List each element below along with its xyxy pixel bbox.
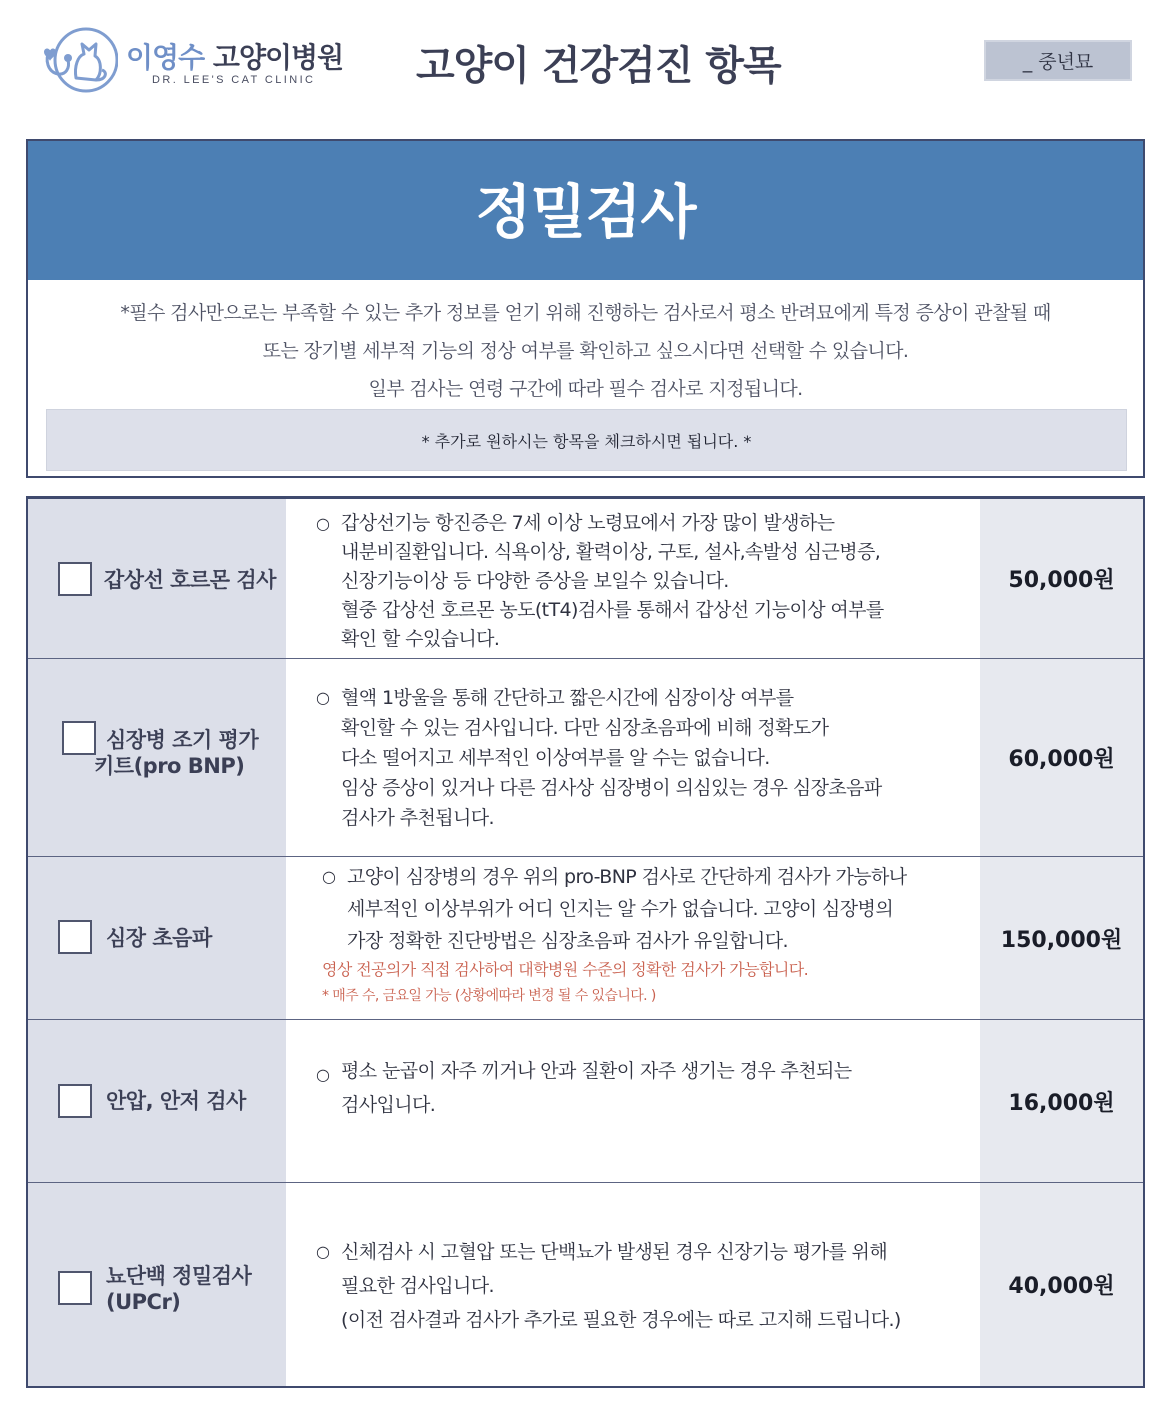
test-description: ○ 갑상선기능 항진증은 7세 이상 노령묘에서 가장 많이 발생하는 내분비질환입니다. 식욕이상, 활력이상, 구토, 설사,속발성 심근병증, 신장기능이상 등 다양한 증상을 보일수 있습니다. 혈중 갑상선 호르몬 농도(tT4)검사를 통해서 갑상선 기능이상 여부를 확인 할 수있습니다. bbox=[320, 509, 884, 654]
test-price: 150,000원 bbox=[980, 857, 1143, 1019]
clinic-subtitle: DR. LEE'S CAT CLINIC bbox=[152, 74, 316, 86]
section-header bbox=[28, 141, 1143, 280]
test-items-table bbox=[26, 496, 1145, 1388]
bullet-icon: ○ bbox=[316, 1242, 330, 1261]
cat-stethoscope-icon bbox=[40, 26, 118, 94]
test-row-probnp bbox=[28, 659, 1143, 857]
upcr-checkbox[interactable] bbox=[58, 1271, 92, 1305]
intro-section bbox=[26, 139, 1145, 478]
test-name: 심장병 조기 평가 키트(pro BNP) bbox=[94, 728, 259, 778]
age-group-badge: _ 중년묘 bbox=[984, 40, 1132, 81]
test-name-cell bbox=[28, 499, 286, 658]
bullet-icon: ○ bbox=[316, 1065, 330, 1084]
test-row-thyroid bbox=[28, 499, 1143, 659]
clinic-logo bbox=[40, 26, 344, 96]
test-name: 갑상선 호르몬 검사 bbox=[104, 568, 276, 592]
test-description-cell bbox=[286, 659, 980, 856]
test-row-echocardiography bbox=[28, 857, 1143, 1020]
intro-description bbox=[28, 280, 1143, 408]
intro-line: 또는 장기별 세부적 기능의 정상 여부를 확인하고 싶으시다면 선택할 수 있습니다. bbox=[262, 340, 909, 362]
probnp-checkbox[interactable] bbox=[62, 721, 96, 755]
test-description: ○ 고양이 심장병의 경우 위의 pro-BNP 검사로 간단하게 검사가 가능하나 세부적인 이상부위가 어디 인지는 알 수가 없습니다. 고양이 심장병의 가장 정확한 진단방법은 심장초음파 검사가 유일합니다. 영상 전공의가 직접 검사하여 대학병원 수준의 정확한 검사가 가능합니다. * 매주 수, 금요일 가능 (상황에따라 변경 될 수 있습니다. ) bbox=[326, 861, 906, 1009]
test-name-cell bbox=[28, 659, 286, 856]
test-description: ○ 신체검사 시 고혈압 또는 단백뇨가 발생된 경우 신장기능 평가를 위해 필요한 검사입니다. (이전 검사결과 검사가 추가로 필요한 경우에는 따로 고지해 드립니다.) bbox=[320, 1235, 901, 1337]
page-title: 고양이 건강검진 항목 bbox=[416, 43, 781, 89]
test-name-cell bbox=[28, 857, 286, 1019]
thyroid-checkbox[interactable] bbox=[58, 562, 92, 596]
test-description-cell bbox=[286, 1020, 980, 1182]
schedule-note: * 매주 수, 금요일 가능 (상황에따라 변경 될 수 있습니다. ) bbox=[322, 988, 656, 1004]
test-row-upcr bbox=[28, 1183, 1143, 1386]
test-name-cell bbox=[28, 1020, 286, 1182]
test-description: ○ 혈액 1방울을 통해 간단하고 짧은시간에 심장이상 여부를 확인할 수 있는 검사입니다. 다만 심장초음파에 비해 정확도가 다소 떨어지고 세부적인 이상여부를 알 수는 없습니다. 임상 증상이 있거나 다른 검사상 심장병이 의심있는 경우 심장초음파 검사가 추천됩니다. bbox=[320, 683, 882, 833]
echocardiography-checkbox[interactable] bbox=[58, 920, 92, 954]
test-price: 50,000원 bbox=[980, 499, 1143, 658]
test-price: 16,000원 bbox=[980, 1020, 1143, 1182]
test-name-cell bbox=[28, 1183, 286, 1386]
test-row-eye-pressure bbox=[28, 1020, 1143, 1183]
bullet-icon: ○ bbox=[322, 867, 336, 886]
test-name: 뇨단백 정밀검사 (UPCr) bbox=[106, 1264, 252, 1314]
section-title: 정밀검사 bbox=[475, 177, 696, 246]
bullet-icon: ○ bbox=[316, 514, 330, 533]
bullet-icon: ○ bbox=[316, 688, 330, 707]
test-price: 40,000원 bbox=[980, 1183, 1143, 1386]
specialist-note: 영상 전공의가 직접 검사하여 대학병원 수준의 정확한 검사가 가능합니다. bbox=[322, 960, 809, 979]
test-description-cell bbox=[286, 499, 980, 658]
test-name: 심장 초음파 bbox=[106, 926, 212, 950]
test-description-cell bbox=[286, 857, 980, 1019]
test-price: 60,000원 bbox=[980, 659, 1143, 856]
check-instruction-note: * 추가로 원하시는 항목을 체크하시면 됩니다. * bbox=[46, 409, 1127, 471]
intro-line: *필수 검사만으로는 부족할 수 있는 추가 정보를 얻기 위해 진행하는 검사로서 평소 반려묘에게 특정 증상이 관찰될 때 bbox=[120, 302, 1051, 324]
clinic-name: 이영수 고양이병원 bbox=[126, 41, 344, 74]
intro-line: 일부 검사는 연령 구간에 따라 필수 검사로 지정됩니다. bbox=[368, 378, 803, 400]
test-name: 안압, 안저 검사 bbox=[106, 1089, 246, 1113]
test-description-cell bbox=[286, 1183, 980, 1386]
eye-pressure-checkbox[interactable] bbox=[58, 1084, 92, 1118]
test-description: ○ 평소 눈곱이 자주 끼거나 안과 질환이 자주 생기는 경우 추천되는 검사입니다. bbox=[316, 1060, 852, 1116]
